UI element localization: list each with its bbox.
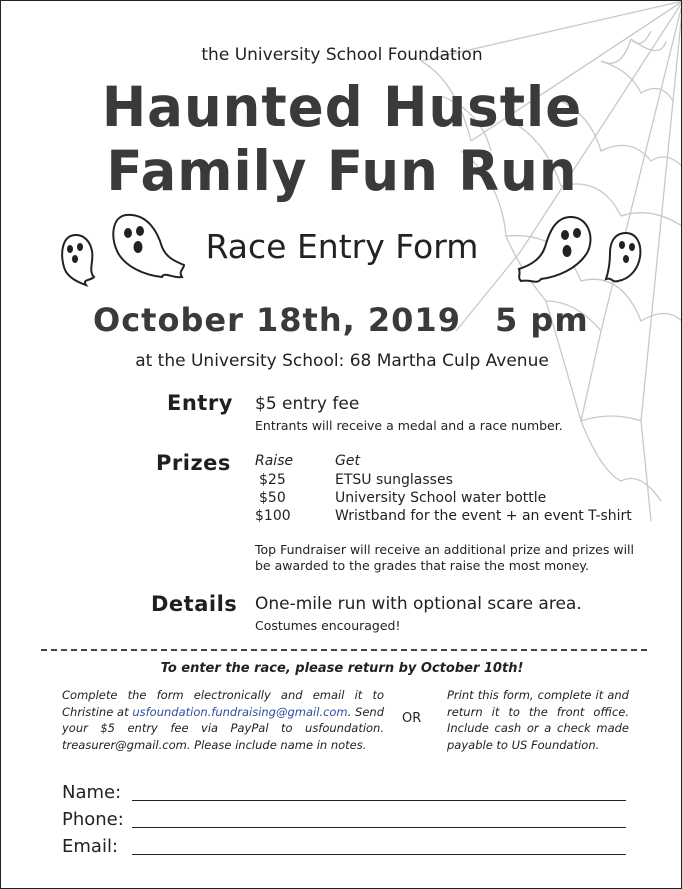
event-title-line2: Family Fun Run — [106, 139, 578, 204]
email-link[interactable]: usfoundation.fundraising@gmail.com — [132, 704, 348, 719]
form-subtitle: Race Entry Form — [205, 227, 479, 266]
email-label: Email: — [62, 836, 119, 857]
phone-label: Phone: — [62, 809, 124, 830]
event-time: 5 pm — [495, 301, 589, 339]
phone-field[interactable] — [132, 827, 626, 828]
details-text: One-mile run with optional scare area. — [255, 594, 582, 614]
instructions-text: . Send your $5 entry fee via PayPal to usfoundation. treasurer@gmail.com. Please include name in notes. — [62, 704, 384, 752]
event-address: at the University School: 68 Martha Culp Avenue — [135, 351, 549, 371]
details-note: Costumes encouraged! — [255, 618, 401, 633]
event-title-line1: Haunted Hustle — [101, 75, 583, 140]
prize-get: ETSU sunglasses — [335, 472, 453, 488]
entry-heading: Entry — [167, 391, 233, 415]
prizes-col-get: Get — [335, 453, 360, 469]
foundation-label: the University School Foundation — [201, 45, 483, 65]
name-label: Name: — [62, 782, 122, 803]
name-field[interactable] — [132, 800, 626, 801]
or-separator: OR — [402, 711, 422, 726]
prize-raise: $100 — [255, 508, 291, 524]
return-deadline: To enter the race, please return by October 10th! — [160, 661, 524, 676]
electronic-instructions — [62, 687, 384, 753]
prizes-heading: Prizes — [156, 451, 231, 475]
prizes-col-raise: Raise — [255, 453, 294, 469]
event-date: October 18th, 2019 — [93, 301, 461, 339]
details-heading: Details — [151, 592, 238, 616]
prize-raise: $50 — [259, 490, 286, 506]
prize-get: Wristband for the event + an event T-shirt — [335, 508, 632, 524]
print-instructions: Print this form, complete it and return it to the front office. Include cash or a check made payable to US Foundation. — [447, 688, 629, 752]
prize-raise: $25 — [259, 472, 286, 488]
prizes-note-line2: be awarded to the grades that raise the most money. — [255, 558, 589, 573]
cut-line-divider — [41, 649, 647, 651]
entry-note: Entrants will receive a medal and a race number. — [255, 418, 563, 433]
email-field[interactable] — [132, 854, 626, 855]
prizes-note-line1: Top Fundraiser will receive an additional prize and prizes will — [255, 542, 635, 557]
prize-get: University School water bottle — [335, 490, 547, 506]
entry-fee: $5 entry fee — [255, 394, 360, 414]
instructions-text: Complete the form electronically and email it to Christine at — [62, 688, 384, 719]
